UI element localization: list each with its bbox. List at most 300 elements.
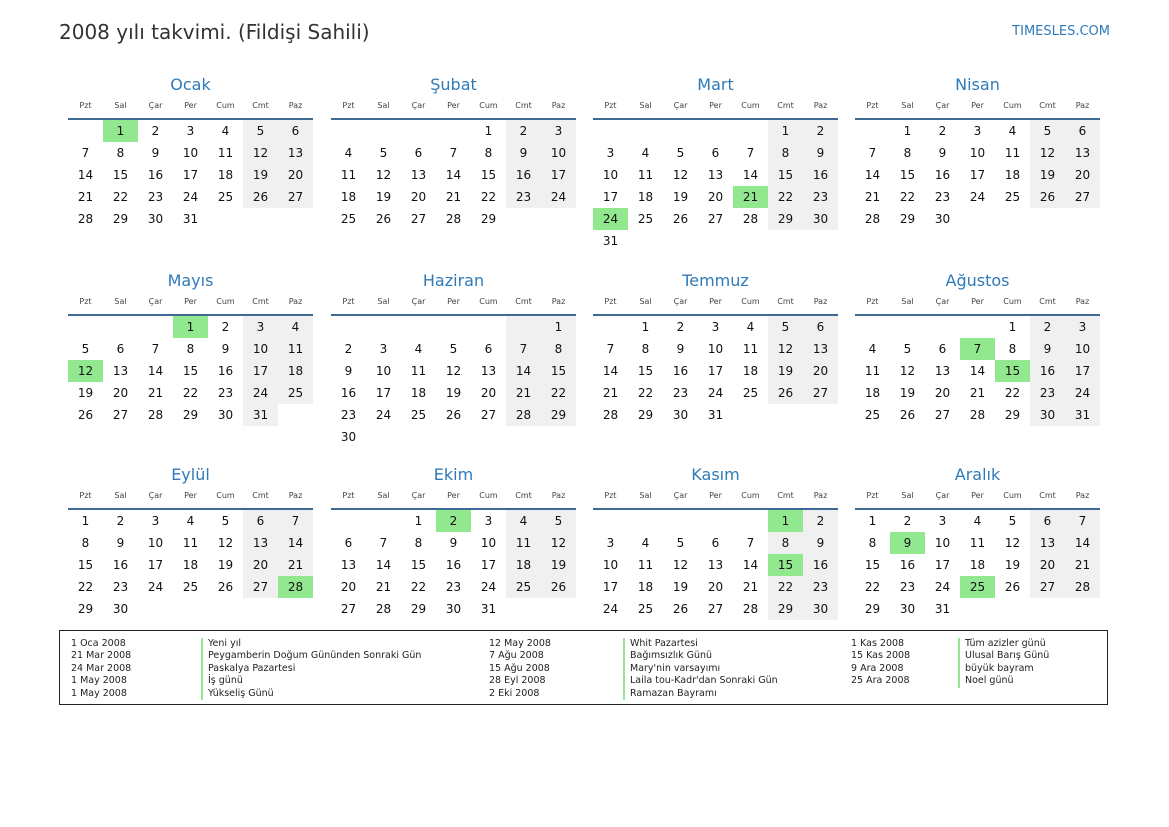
- day-cell: 16: [1030, 360, 1065, 382]
- day-cell: 25: [864, 408, 881, 422]
- day-cell: 18: [637, 580, 654, 594]
- weekday-label: Sal: [639, 297, 652, 306]
- day-cell: 9: [151, 146, 160, 160]
- empty-cell: [436, 316, 471, 338]
- day-cell: 30: [445, 602, 462, 616]
- day-cell: 19: [243, 164, 278, 186]
- day-cell: 2: [344, 342, 353, 356]
- day-cell: 30: [934, 212, 951, 226]
- day-cell: 8: [186, 342, 195, 356]
- weekday-label: Sal: [901, 101, 914, 110]
- day-cell: 24: [707, 386, 724, 400]
- day-cell: 19: [375, 190, 392, 204]
- day-cell: 10: [480, 536, 497, 550]
- day-cell: 10: [707, 342, 724, 356]
- day-cell: 25: [217, 190, 234, 204]
- day-cell: 2: [903, 514, 912, 528]
- weekday-label: Çar: [148, 297, 163, 306]
- day-cell: 8: [1008, 342, 1017, 356]
- day-cell: 4: [186, 514, 195, 528]
- day-cell: 15: [112, 168, 129, 182]
- day-cell: 21: [77, 190, 94, 204]
- day-cell: 16: [934, 168, 951, 182]
- holiday-day-cell: 2: [436, 510, 471, 532]
- day-cell: 25: [340, 212, 357, 226]
- weekday-header: [68, 98, 313, 114]
- day-cell: 14: [969, 364, 986, 378]
- weekday-label: Sal: [377, 297, 390, 306]
- day-cell: 6: [414, 146, 423, 160]
- day-cell: 14: [506, 360, 541, 382]
- weekday-label: Per: [447, 101, 460, 110]
- day-cell: 5: [768, 316, 803, 338]
- day-cell: 19: [77, 386, 94, 400]
- day-cell: 17: [969, 168, 986, 182]
- day-cell: 8: [541, 338, 576, 360]
- day-cell: 21: [864, 190, 881, 204]
- day-grid: [855, 316, 1100, 426]
- day-cell: 15: [77, 558, 94, 572]
- day-cell: 21: [278, 554, 313, 576]
- day-cell: 11: [410, 364, 427, 378]
- day-cell: 7: [1065, 510, 1100, 532]
- day-cell: 14: [147, 364, 164, 378]
- weekday-label: Pzt: [604, 491, 617, 500]
- day-cell: 9: [344, 364, 353, 378]
- day-cell: 30: [217, 408, 234, 422]
- day-cell: 30: [1030, 404, 1065, 426]
- day-cell: 18: [637, 190, 654, 204]
- day-cell: 13: [707, 558, 724, 572]
- weekday-label: Per: [709, 297, 722, 306]
- holiday-list: [59, 630, 1108, 705]
- weekday-label: Per: [971, 297, 984, 306]
- day-cell: 22: [864, 580, 881, 594]
- day-cell: 17: [602, 190, 619, 204]
- day-cell: 11: [1004, 146, 1021, 160]
- holiday-name: Ramazan Bayramı: [623, 688, 778, 700]
- day-cell: 12: [1004, 536, 1021, 550]
- month-name: Kasım: [691, 465, 740, 484]
- day-cell: 6: [344, 536, 353, 550]
- day-cell: 23: [147, 190, 164, 204]
- weekday-label: Cmt: [515, 297, 532, 306]
- day-cell: 7: [379, 536, 388, 550]
- day-cell: 11: [864, 364, 881, 378]
- weekday-label: Cmt: [1039, 491, 1056, 500]
- holiday-day-cell: 15: [995, 360, 1030, 382]
- weekday-label: Sal: [377, 101, 390, 110]
- day-cell: 4: [414, 342, 423, 356]
- day-cell: 4: [221, 124, 230, 138]
- day-cell: 6: [938, 342, 947, 356]
- weekday-label: Pzt: [866, 101, 879, 110]
- day-grid: [331, 316, 576, 448]
- day-cell: 24: [602, 602, 619, 616]
- day-cell: 23: [803, 576, 838, 598]
- weekday-label: Paz: [1075, 491, 1090, 500]
- day-cell: 30: [112, 602, 129, 616]
- weekday-label: Cum: [1003, 297, 1022, 306]
- month-name: Aralık: [954, 465, 1001, 484]
- day-cell: 29: [480, 212, 497, 226]
- weekday-label: Paz: [288, 101, 303, 110]
- day-cell: 26: [445, 408, 462, 422]
- day-cell: 18: [410, 386, 427, 400]
- day-grid: [855, 510, 1100, 620]
- day-cell: 4: [641, 146, 650, 160]
- holiday-name: İş günü: [201, 675, 421, 687]
- day-cell: 24: [969, 190, 986, 204]
- day-cell: 9: [221, 342, 230, 356]
- holiday-day-cell: 15: [768, 554, 803, 576]
- day-cell: 28: [77, 212, 94, 226]
- day-cell: 19: [672, 580, 689, 594]
- day-cell: 21: [147, 386, 164, 400]
- empty-cell: [733, 510, 768, 532]
- day-cell: 17: [602, 580, 619, 594]
- weekday-header: [593, 98, 838, 114]
- weekday-label: Çar: [673, 101, 688, 110]
- day-cell: 9: [676, 342, 685, 356]
- weekday-label: Paz: [551, 297, 566, 306]
- day-cell: 5: [541, 510, 576, 532]
- month-calendar: [855, 462, 1100, 620]
- day-cell: 8: [81, 536, 90, 550]
- weekday-label: Cmt: [252, 297, 269, 306]
- day-cell: 21: [602, 386, 619, 400]
- weekday-label: Cum: [479, 297, 498, 306]
- day-grid: [855, 120, 1100, 230]
- month-name: Temmuz: [682, 271, 749, 290]
- day-cell: 15: [182, 364, 199, 378]
- day-cell: 20: [480, 386, 497, 400]
- day-cell: 9: [803, 142, 838, 164]
- day-cell: 15: [637, 364, 654, 378]
- day-cell: 9: [116, 536, 125, 550]
- weekday-label: Cum: [216, 101, 235, 110]
- day-cell: 26: [77, 408, 94, 422]
- day-cell: 1: [1008, 320, 1017, 334]
- day-cell: 17: [480, 558, 497, 572]
- day-cell: 17: [147, 558, 164, 572]
- holiday-day-cell: 1: [173, 316, 208, 338]
- holiday-date: 28 Eyl 2008: [489, 675, 546, 687]
- day-cell: 18: [969, 558, 986, 572]
- day-cell: 21: [969, 386, 986, 400]
- day-cell: 12: [445, 364, 462, 378]
- day-cell: 15: [899, 168, 916, 182]
- day-cell: 2: [151, 124, 160, 138]
- holiday-date: 1 Kas 2008: [851, 638, 905, 649]
- day-cell: 23: [217, 386, 234, 400]
- month-calendar: [68, 462, 313, 620]
- day-cell: 5: [1008, 514, 1017, 528]
- holiday-name-column: [958, 638, 1049, 688]
- day-cell: 29: [1004, 408, 1021, 422]
- holiday-date-column: [71, 638, 131, 700]
- weekday-label: Paz: [288, 491, 303, 500]
- day-cell: 26: [672, 212, 689, 226]
- weekday-label: Paz: [813, 101, 828, 110]
- holiday-name-column: [623, 638, 778, 700]
- day-cell: 29: [637, 408, 654, 422]
- day-cell: 4: [1008, 124, 1017, 138]
- holiday-name: Laila tou-Kadr'dan Sonraki Gün: [623, 675, 778, 687]
- day-cell: 30: [340, 430, 357, 444]
- weekday-header: [855, 98, 1100, 114]
- empty-cell: [103, 316, 138, 338]
- empty-cell: [663, 120, 698, 142]
- day-cell: 17: [243, 360, 278, 382]
- day-cell: 19: [541, 554, 576, 576]
- day-cell: 5: [1030, 120, 1065, 142]
- weekday-label: Paz: [813, 297, 828, 306]
- weekday-label: Sal: [377, 491, 390, 500]
- day-cell: 8: [641, 342, 650, 356]
- month-name: Ağustos: [945, 271, 1010, 290]
- day-cell: 10: [375, 364, 392, 378]
- day-cell: 6: [711, 536, 720, 550]
- holiday-date: 21 Mar 2008: [71, 650, 132, 662]
- day-cell: 26: [217, 580, 234, 594]
- empty-cell: [593, 316, 628, 338]
- day-cell: 27: [340, 602, 357, 616]
- day-cell: 13: [803, 338, 838, 360]
- month-name: Şubat: [430, 75, 477, 94]
- day-cell: 2: [803, 510, 838, 532]
- day-cell: 7: [746, 536, 755, 550]
- weekday-label: Sal: [901, 491, 914, 500]
- day-cell: 5: [379, 146, 388, 160]
- day-cell: 8: [768, 142, 803, 164]
- weekday-label: Pzt: [866, 491, 879, 500]
- day-cell: 18: [1004, 168, 1021, 182]
- day-cell: 19: [768, 360, 803, 382]
- day-cell: 1: [903, 124, 912, 138]
- holiday-name: Yeni yıl: [201, 638, 421, 650]
- day-cell: 9: [449, 536, 458, 550]
- day-cell: 14: [1065, 532, 1100, 554]
- day-cell: 29: [541, 404, 576, 426]
- weekday-label: Cum: [479, 101, 498, 110]
- day-cell: 23: [1030, 382, 1065, 404]
- day-cell: 27: [480, 408, 497, 422]
- weekday-label: Cmt: [1039, 101, 1056, 110]
- day-cell: 22: [768, 576, 803, 598]
- day-cell: 7: [868, 146, 877, 160]
- day-grid: [68, 316, 313, 426]
- day-cell: 25: [637, 602, 654, 616]
- weekday-header: [855, 488, 1100, 504]
- day-cell: 18: [278, 360, 313, 382]
- empty-cell: [593, 120, 628, 142]
- day-cell: 19: [1030, 164, 1065, 186]
- day-cell: 11: [969, 536, 986, 550]
- day-cell: 24: [1065, 382, 1100, 404]
- weekday-label: Çar: [935, 101, 950, 110]
- day-cell: 10: [182, 146, 199, 160]
- day-cell: 3: [606, 146, 615, 160]
- day-cell: 25: [278, 382, 313, 404]
- day-cell: 30: [899, 602, 916, 616]
- day-cell: 24: [375, 408, 392, 422]
- day-cell: 6: [803, 316, 838, 338]
- empty-cell: [436, 120, 471, 142]
- empty-cell: [628, 510, 663, 532]
- day-cell: 1: [484, 124, 493, 138]
- day-cell: 23: [506, 186, 541, 208]
- day-cell: 6: [1065, 120, 1100, 142]
- day-cell: 10: [602, 168, 619, 182]
- day-cell: 13: [707, 168, 724, 182]
- day-cell: 16: [506, 164, 541, 186]
- weekday-label: Cum: [216, 297, 235, 306]
- day-cell: 26: [1004, 580, 1021, 594]
- day-cell: 23: [934, 190, 951, 204]
- weekday-label: Sal: [114, 491, 127, 500]
- month-calendar: [68, 268, 313, 426]
- day-cell: 20: [410, 190, 427, 204]
- weekday-label: Cum: [1003, 101, 1022, 110]
- day-cell: 21: [742, 580, 759, 594]
- day-cell: 12: [243, 142, 278, 164]
- holiday-date: 25 Ara 2008: [851, 675, 910, 687]
- day-cell: 7: [81, 146, 90, 160]
- day-cell: 14: [742, 558, 759, 572]
- day-cell: 20: [707, 580, 724, 594]
- day-cell: 23: [112, 580, 129, 594]
- day-cell: 9: [938, 146, 947, 160]
- day-cell: 12: [375, 168, 392, 182]
- day-cell: 2: [938, 124, 947, 138]
- weekday-label: Cmt: [777, 491, 794, 500]
- day-cell: 3: [606, 536, 615, 550]
- day-cell: 4: [973, 514, 982, 528]
- holiday-day-cell: 9: [890, 532, 925, 554]
- day-cell: 29: [864, 602, 881, 616]
- day-cell: 22: [480, 190, 497, 204]
- empty-cell: [628, 120, 663, 142]
- empty-cell: [890, 316, 925, 338]
- weekday-label: Per: [971, 491, 984, 500]
- weekday-label: Paz: [1075, 101, 1090, 110]
- empty-cell: [138, 316, 173, 338]
- day-cell: 2: [676, 320, 685, 334]
- day-cell: 27: [112, 408, 129, 422]
- day-cell: 27: [707, 602, 724, 616]
- weekday-header: [331, 488, 576, 504]
- day-cell: 27: [707, 212, 724, 226]
- day-cell: 18: [217, 168, 234, 182]
- day-cell: 8: [484, 146, 493, 160]
- day-cell: 20: [340, 580, 357, 594]
- weekday-label: Pzt: [342, 491, 355, 500]
- holiday-name: Paskalya Pazartesi: [201, 663, 421, 675]
- weekday-label: Sal: [901, 297, 914, 306]
- day-cell: 6: [1030, 510, 1065, 532]
- day-cell: 10: [969, 146, 986, 160]
- day-cell: 25: [506, 576, 541, 598]
- day-cell: 14: [77, 168, 94, 182]
- day-cell: 10: [602, 558, 619, 572]
- holiday-date: 9 Ara 2008: [851, 662, 904, 674]
- empty-cell: [471, 316, 506, 338]
- weekday-label: Cum: [216, 491, 235, 500]
- day-grid: [331, 120, 576, 230]
- day-cell: 28: [445, 212, 462, 226]
- site-link[interactable]: TIMESLES.COM: [1012, 24, 1110, 39]
- day-cell: 11: [742, 342, 759, 356]
- empty-cell: [331, 510, 366, 532]
- day-cell: 22: [899, 190, 916, 204]
- day-cell: 16: [217, 364, 234, 378]
- day-cell: 10: [147, 536, 164, 550]
- day-cell: 4: [641, 536, 650, 550]
- weekday-label: Per: [184, 297, 197, 306]
- day-cell: 29: [77, 602, 94, 616]
- weekday-label: Per: [184, 101, 197, 110]
- day-cell: 28: [147, 408, 164, 422]
- day-cell: 28: [506, 404, 541, 426]
- day-cell: 5: [221, 514, 230, 528]
- day-cell: 29: [899, 212, 916, 226]
- day-cell: 1: [768, 120, 803, 142]
- day-cell: 13: [480, 364, 497, 378]
- day-cell: 31: [707, 408, 724, 422]
- month-calendar: [68, 72, 313, 230]
- weekday-label: Paz: [1075, 297, 1090, 306]
- weekday-label: Pzt: [342, 297, 355, 306]
- day-cell: 4: [746, 320, 755, 334]
- day-cell: 6: [243, 510, 278, 532]
- holiday-name: Mary'nin varsayımı: [623, 663, 778, 675]
- weekday-label: Cum: [741, 491, 760, 500]
- day-cell: 2: [221, 320, 230, 334]
- month-name: Mayıs: [167, 271, 214, 290]
- day-cell: 28: [1065, 576, 1100, 598]
- empty-cell: [366, 120, 401, 142]
- day-cell: 22: [1004, 386, 1021, 400]
- day-cell: 14: [278, 532, 313, 554]
- day-cell: 30: [672, 408, 689, 422]
- holiday-name: Tüm azizler günü: [958, 638, 1049, 650]
- holiday-day-cell: 12: [68, 360, 103, 382]
- month-name: Haziran: [422, 271, 485, 290]
- day-cell: 24: [147, 580, 164, 594]
- empty-cell: [960, 316, 995, 338]
- day-cell: 28: [969, 408, 986, 422]
- day-cell: 3: [186, 124, 195, 138]
- holiday-name: Yükseliş Günü: [201, 688, 421, 700]
- day-cell: 13: [112, 364, 129, 378]
- weekday-label: Çar: [673, 297, 688, 306]
- day-cell: 28: [602, 408, 619, 422]
- holiday-day-cell: 28: [278, 576, 313, 598]
- empty-cell: [593, 510, 628, 532]
- day-cell: 18: [742, 364, 759, 378]
- month-calendar: [593, 462, 838, 620]
- day-cell: 1: [641, 320, 650, 334]
- day-cell: 19: [672, 190, 689, 204]
- month-calendar: [331, 462, 576, 620]
- day-cell: 1: [868, 514, 877, 528]
- day-cell: 21: [375, 580, 392, 594]
- day-cell: 6: [116, 342, 125, 356]
- day-cell: 22: [182, 386, 199, 400]
- month-calendar: [331, 268, 576, 448]
- empty-cell: [68, 120, 103, 142]
